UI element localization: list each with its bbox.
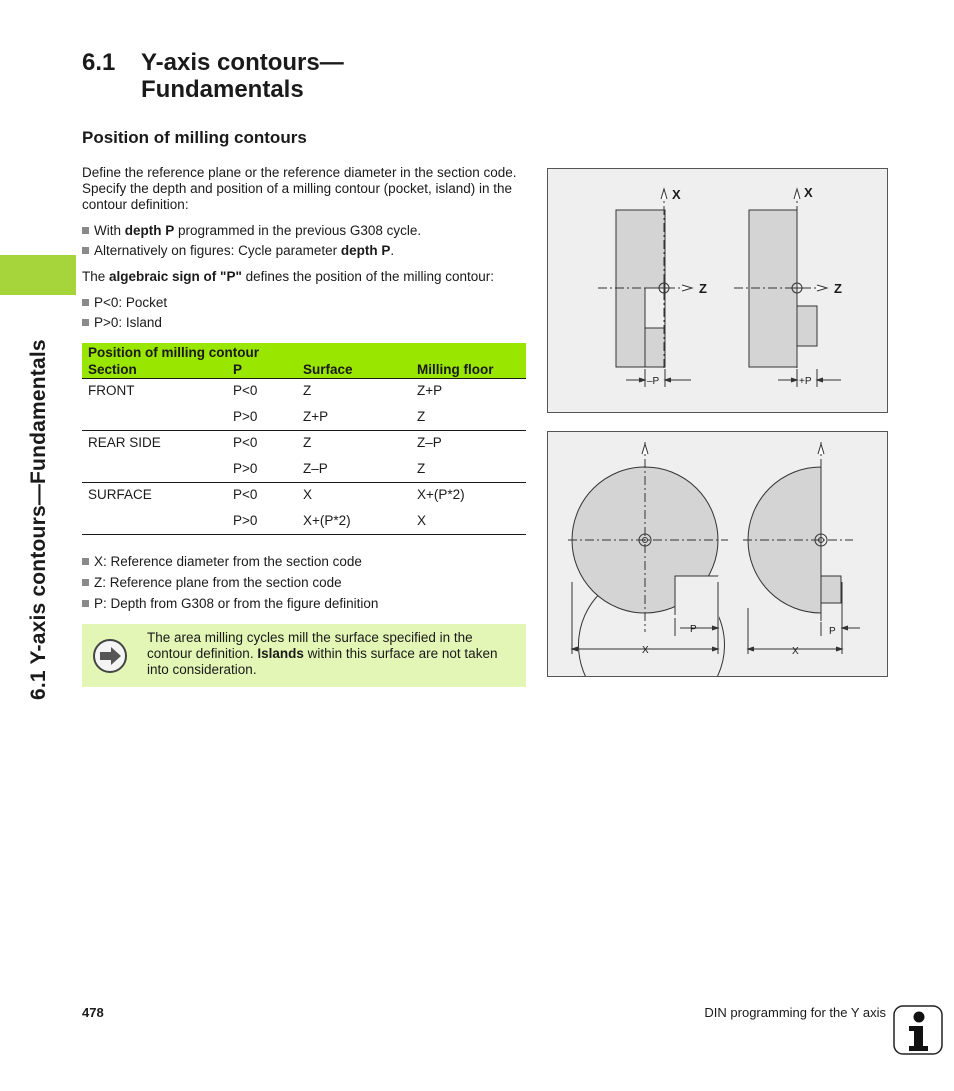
milling-position-table: [82, 343, 526, 535]
dimension-label-p: P: [690, 624, 697, 635]
section-title-line1: Y-axis contours—: [141, 49, 344, 76]
dimension-label-x: X: [792, 646, 799, 657]
table-row: FRONT P<0 Z Z+P: [88, 383, 443, 398]
col-header-surface: Surface: [297, 361, 411, 379]
bullet-square-icon: [82, 227, 89, 234]
list-item: P>0: Island: [82, 315, 526, 331]
chapter-side-tab: [0, 255, 76, 295]
note-text: The area milling cycles mill the surface specified in the contour definition. Islands within this surface are not taken into consideration.: [147, 630, 498, 677]
bullet-square-icon: [82, 579, 89, 586]
section-number: 6.1: [82, 49, 116, 76]
list-item: P<0: Pocket: [82, 295, 526, 311]
bullet-square-icon: [82, 558, 89, 565]
intro-paragraph: Define the reference plane or the reference diameter in the section code. Specify the depth and position of a milling contour (pocket, island) in the contour definition:: [82, 165, 517, 212]
list-item: Z: Reference plane from the section code: [82, 575, 526, 591]
table-caption: Position of milling contour: [82, 343, 526, 361]
info-icon: [893, 1005, 943, 1055]
axis-label-x: X: [804, 185, 813, 200]
table-row: P>0 X+(P*2) X: [82, 509, 526, 535]
chapter-side-title-text: 6.1 Y-axis contours—Fundamentals: [27, 339, 50, 700]
list-item: P: Depth from G308 or from the figure definition: [82, 596, 526, 612]
arrow-right-circle-icon: [92, 638, 128, 674]
bullet-list-definitions: [82, 554, 526, 612]
dimension-label-minus-p: –P: [647, 376, 660, 387]
footer-text: DIN programming for the Y axis: [704, 1005, 886, 1020]
bullet-square-icon: [82, 319, 89, 326]
figure-front-rear-drawing: [548, 169, 887, 412]
figure-surface-drawing: [548, 432, 887, 676]
section-heading: [82, 49, 344, 103]
col-header-p: P: [227, 361, 297, 379]
axis-label-z: Z: [834, 281, 842, 296]
section-title-line2: Fundamentals: [141, 76, 304, 103]
figure-front-rear-section: [547, 168, 888, 413]
figure-surface-section: [547, 431, 888, 677]
col-header-milling-floor: Milling floor: [411, 361, 526, 379]
table-caption-row: [82, 343, 526, 361]
page-number: 478: [82, 1005, 104, 1020]
table-header-row: [82, 361, 526, 379]
table-row: P>0 Z–P Z: [82, 457, 526, 483]
axis-label-x: X: [672, 187, 681, 202]
subsection-heading: Position of milling contours: [82, 128, 307, 147]
bullet-list-sign: [82, 295, 526, 331]
dimension-label-p: P: [829, 626, 836, 637]
sign-paragraph: The algebraic sign of "P" defines the position of the milling contour:: [82, 269, 495, 284]
list-item: Alternatively on figures: Cycle parameter depth P.: [82, 243, 526, 259]
axis-label-z: Z: [699, 281, 707, 296]
bullet-square-icon: [82, 600, 89, 607]
table-row: REAR SIDE P<0 Z Z–P: [88, 435, 442, 450]
bullet-square-icon: [82, 299, 89, 306]
list-item: X: Reference diameter from the section code: [82, 554, 526, 570]
bullet-square-icon: [82, 247, 89, 254]
table-row: P>0 Z+P Z: [82, 405, 526, 431]
col-header-section: Section: [82, 361, 227, 379]
table-row: SURFACE P<0 X X+(P*2): [88, 487, 465, 502]
dimension-label-x: X: [642, 645, 649, 656]
list-item: With depth P programmed in the previous G308 cycle.: [82, 223, 526, 239]
bullet-list-depth: [82, 223, 526, 259]
note-box: [82, 624, 526, 687]
dimension-label-plus-p: +P: [799, 376, 812, 387]
